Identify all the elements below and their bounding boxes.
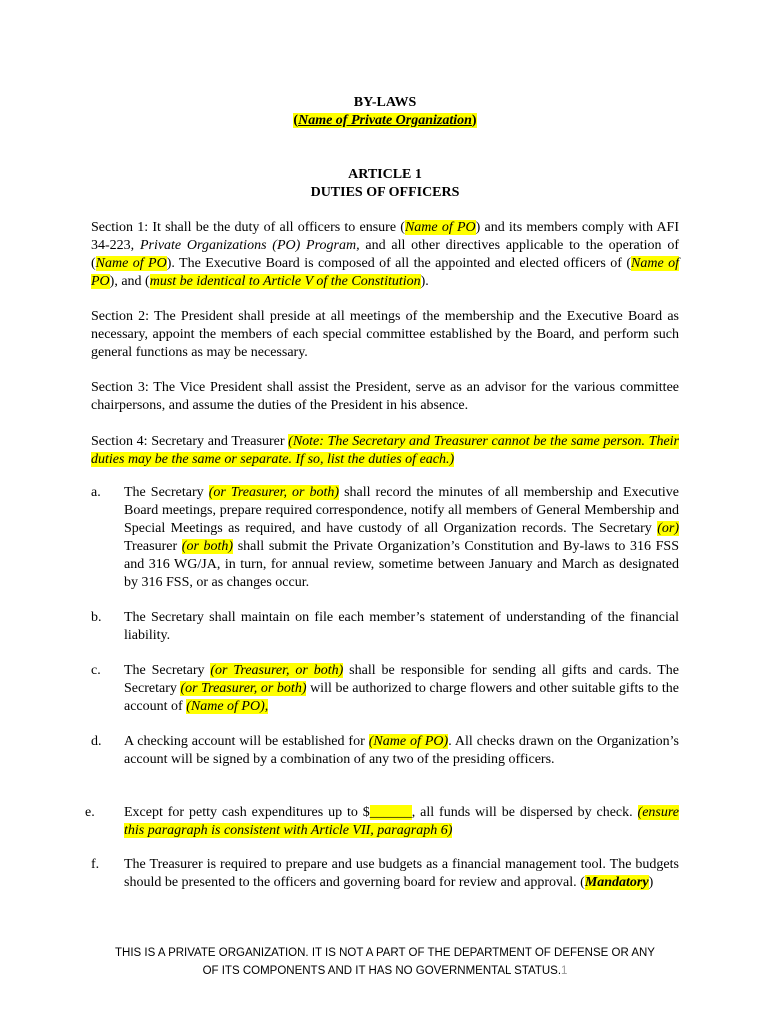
list-item-text: The Treasurer is required to prepare and use budgets as a financial management tool. The budgets should be presented to the officers and governing board for review and approval. (Mandatory) [124,857,679,890]
list-item-letter: d. [91,734,102,749]
section-3: Section 3: The Vice President shall assist the President, serve as an advisor for the various committee chairpersons, and assume the duties of the President in his absence. [91,380,679,413]
list-item-text: The Secretary (or Treasurer, or both) shall record the minutes of all membership and Executive Board meetings, prepare required correspondence, notify all members of General Membership and Special Meetings as required, and have custody of all Organization records. The Secretary (or) Treasurer (or both) shall submit the Private Organization’s Constitution and By-laws to 316 FSS and 316 WG/JA, in turn, for annual review, sometime between January and March as designated by 316 FSS, or as changes occur. [124,485,679,590]
org-name-placeholder: (Name of Private Organization) [293,113,477,128]
page-number: 1 [561,965,568,977]
list-item-letter: e. [85,805,95,820]
section-4: Section 4: Secretary and Treasurer (Note: The Secretary and Treasurer cannot be the same person. Their duties may be the same or separate. If so, list the duties of each.) [91,434,679,467]
list-item-letter: b. [91,610,102,625]
article-heading: ARTICLE 1 [348,167,422,182]
list-item-text: The Secretary shall maintain on file each member’s statement of understanding of the financial liability. [124,610,679,643]
list-item-text: Except for petty cash expenditures up to $______, all funds will be dispersed by check. (ensure this paragraph is consistent with Article VII, paragraph 6) [124,805,679,838]
section-2: Section 2: The President shall preside at all meetings of the membership and the Executive Board as necessary, appoint the members of each special committee established by the Board, and perform such general functions as may be necessary. [91,309,679,360]
section-1: Section 1: It shall be the duty of all officers to ensure (Name of PO) and its members comply with AFI 34-223, Private Organizations (PO) Program, and all other directives applicable to the operation of (Name of PO). The Executive Board is composed of all the appointed and elected officers of (Name of PO), and (must be identical to Article V of the Constitution). [91,220,680,289]
list-item-text: The Secretary (or Treasurer, or both) shall be responsible for sending all gifts and cards. The Secretary (or Treasurer, or both) will be authorized to charge flowers and other suitable gifts to the account of (Name of PO), [124,663,679,714]
list-item-letter: c. [91,663,101,678]
article-title: DUTIES OF OFFICERS [310,185,460,200]
list-item-text: A checking account will be established for (Name of PO). All checks drawn on the Organization’s account will be signed by a combination of any two of the presiding officers. [124,734,679,767]
list-item-letter: a. [91,485,101,500]
footer-disclaimer-line-2: OF ITS COMPONENTS AND IT HAS NO GOVERNMENTAL STATUS.1 [202,965,568,977]
doc-title: BY-LAWS [353,95,417,110]
footer-disclaimer-line-1: THIS IS A PRIVATE ORGANIZATION. IT IS NOT A PART OF THE DEPARTMENT OF DEFENSE OR ANY [115,947,655,959]
list-item-letter: f. [91,857,100,872]
